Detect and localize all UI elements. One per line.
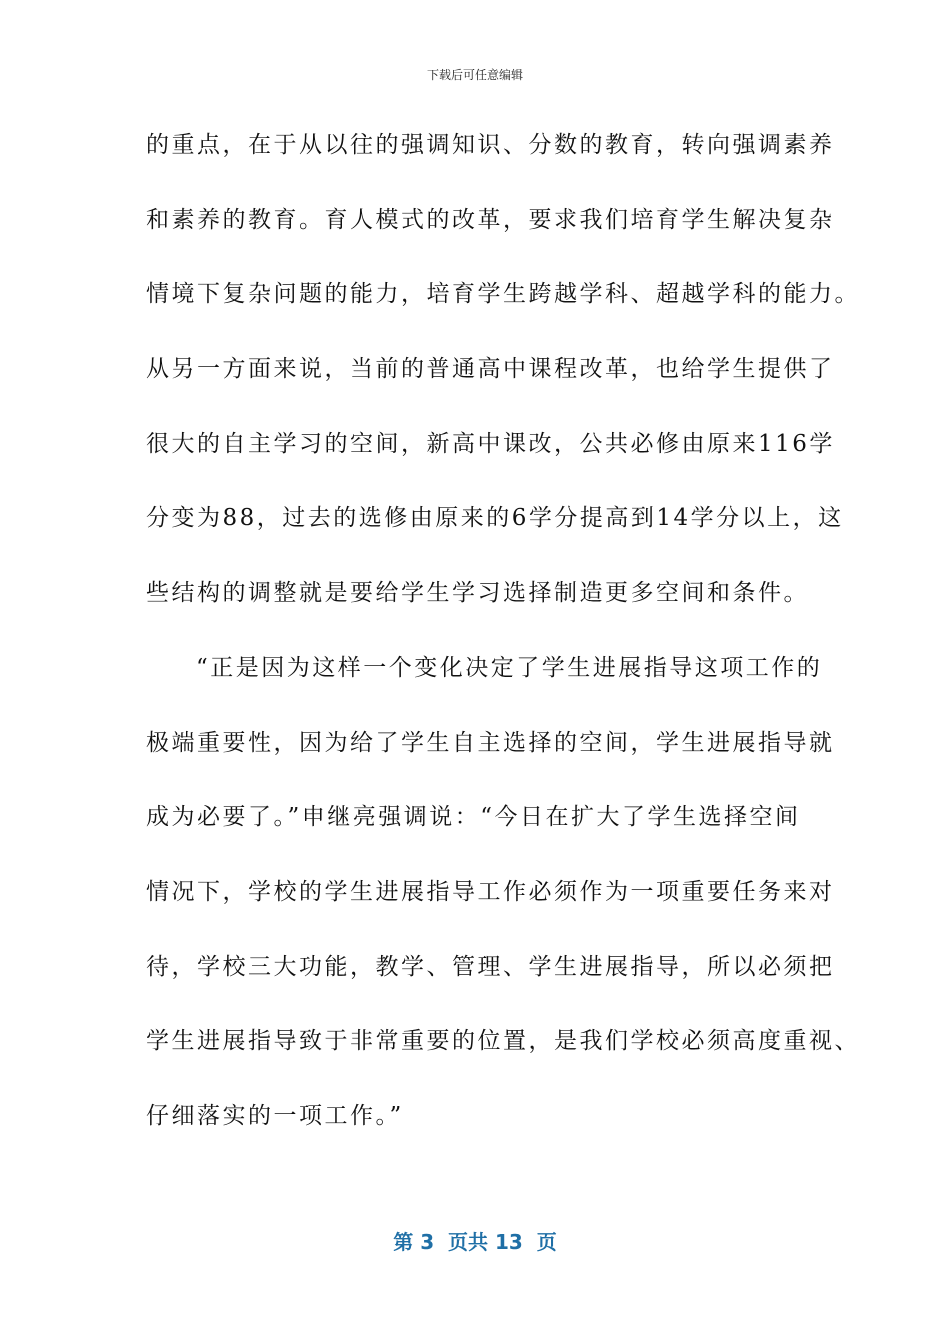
text-line: “正是因为这样一个变化决定了学生进展指导这项工作的 [196, 654, 823, 681]
text-line: 成为必要了。”申继亮强调说：“今日在扩大了学生选择空间 [146, 804, 801, 831]
text-line: 情况下，学校的学生进展指导工作必须作为一项重要任务来对 [146, 878, 835, 905]
text-line: 学生进展指导致于非常重要的位置，是我们学校必须高度重视、 [146, 1028, 860, 1055]
text-line: 和素养的教育。育人模式的改革，要求我们培育学生解决复杂 [146, 206, 835, 233]
text-line: 极端重要性，因为给了学生自主选择的空间，学生进展指导就 [146, 729, 835, 756]
header-note: 下载后可任意编辑 [426, 68, 523, 82]
text-line: 分变为88，过去的选修由原来的6学分提高到14学分以上，这 [146, 505, 844, 532]
text-line: 很大的自主学习的空间，新高中课改，公共必修由原来116学 [146, 430, 835, 457]
document-body [146, 128, 860, 1174]
text-line: 待，学校三大功能，教学、管理、学生进展指导，所以必须把 [146, 953, 835, 980]
text-line: 从另一方面来说，当前的普通高中课程改革，也给学生提供了 [146, 356, 835, 383]
text-line: 的重点，在于从以往的强调知识、分数的教育，转向强调素养 [146, 132, 835, 158]
text-line: 情境下复杂问题的能力，培育学生跨越学科、超越学科的能力。 [146, 281, 860, 308]
page-number-footer: 第 3 页共 13 页 [393, 1230, 557, 1254]
text-line: 些结构的调整就是要给学生学习选择制造更多空间和条件。 [146, 580, 809, 607]
text-line: 仔细落实的一项工作。” [146, 1102, 404, 1129]
